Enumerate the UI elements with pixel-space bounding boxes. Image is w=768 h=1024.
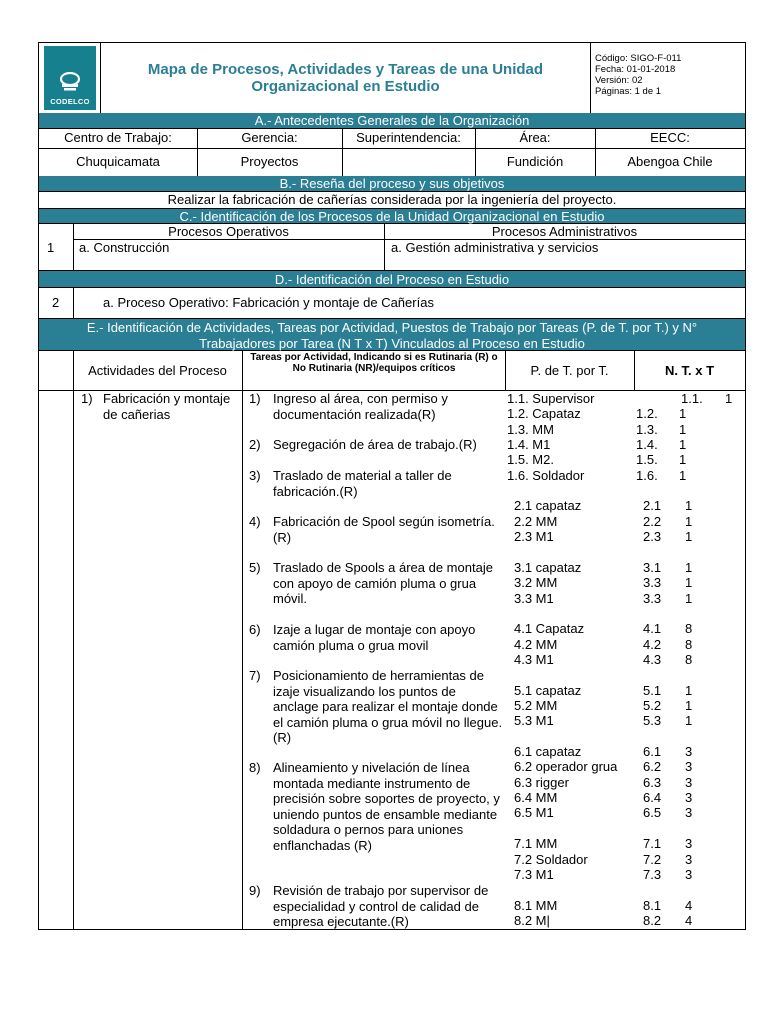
ntxt-count: 1	[685, 575, 693, 591]
ntxt-count: 1	[685, 559, 693, 575]
puesto-trabajo: 6.4 MM	[514, 790, 558, 806]
ntxt-code: 4.1	[643, 621, 662, 637]
ntxt-count: 1	[679, 452, 687, 468]
ntxt-count: 1	[679, 437, 687, 453]
meta-version: Versión: 02	[595, 75, 643, 86]
task-number: 6)	[249, 622, 261, 637]
ntxt-code: 5.3	[643, 713, 662, 729]
value-centro-trabajo: Chuquicamata	[76, 154, 160, 169]
ntxt-count: 1	[679, 421, 687, 437]
task-description: Posicionamiento de herramientas de izaje visualizando los puntos de anclage para realizar el montaje donde el camión pluma o grua móvil no llegue.(R)	[273, 668, 503, 745]
task-number: 2)	[249, 437, 261, 452]
ntxt-count: 1	[685, 682, 693, 698]
ntxt-code: 1.6.	[636, 467, 658, 483]
puesto-trabajo: 4.2 MM	[514, 636, 558, 652]
label-gerencia: Gerencia:	[241, 130, 298, 145]
ntxt-count: 1	[679, 406, 687, 422]
puesto-trabajo: 5.1 capataz	[514, 682, 582, 698]
ntxt-code: 2.3	[643, 529, 662, 545]
ntxt-count: 8	[685, 621, 693, 637]
logo-text: CODELCO	[50, 97, 90, 106]
process-administrativo: a. Gestión administrativa y servicios	[391, 240, 599, 255]
section-e-title-line-2: Trabajadores por Tarea (N T x T) Vinculados al Proceso en Estudio	[199, 336, 585, 351]
section-a-title: A.- Antecedentes Generales de la Organización	[39, 113, 745, 129]
ntxt-count: 8	[685, 651, 693, 667]
task-description: Fabricación de Spool según isometría.(R)	[273, 514, 495, 545]
ntxt-code: 2.2	[643, 513, 662, 529]
puesto-trabajo: 6.5 M1	[514, 805, 554, 821]
section-c-title: C.- Identificación de los Procesos de la Unidad Organizacional en Estudio	[39, 208, 745, 224]
label-area: Área:	[519, 130, 551, 145]
col-actividades: Actividades del Proceso	[88, 363, 227, 378]
ntxt-code: 6.1	[643, 744, 662, 760]
activity-name: Fabricación y montaje de cañerias	[103, 391, 231, 422]
ntxt-count: 3	[685, 744, 693, 760]
puesto-trabajo: 5.3 M1	[514, 713, 554, 729]
puesto-trabajo: 1.2. Capataz	[507, 406, 581, 422]
ntxt-code: 7.3	[643, 866, 662, 882]
ntxt-count: 3	[685, 759, 693, 775]
ntxt-code: 8.2	[643, 912, 662, 928]
ntxt-code: 7.1	[643, 836, 662, 852]
puesto-trabajo: 1.1. Supervisor	[507, 391, 595, 406]
process-study-number: 2	[52, 295, 60, 310]
col-procesos-administrativos: Procesos Administrativos	[491, 224, 638, 239]
ntxt-count: 3	[685, 836, 693, 852]
process-row-number: 1	[47, 240, 55, 255]
ntxt-count: 1	[685, 529, 693, 545]
value-eecc: Abengoa Chile	[627, 154, 713, 169]
ntxt-count: 3	[685, 805, 693, 821]
process-summary: Realizar la fabricación de cañerías considerada por la ingeniería del proyecto.	[167, 192, 617, 207]
codelco-logo	[44, 46, 96, 110]
meta-paginas: Páginas: 1 de 1	[595, 86, 662, 97]
ntxt-code: 5.1	[643, 682, 662, 698]
task-description: Segregación de área de trabajo.(R)	[273, 437, 477, 452]
ntxt-code: 5.2	[643, 698, 662, 713]
ntxt-count: 3	[685, 851, 693, 867]
ntxt-code: 4.2	[643, 636, 662, 652]
puesto-trabajo: 8.1 MM	[514, 897, 558, 913]
ntxt-code: 1.3.	[636, 421, 658, 437]
logo-cell	[39, 43, 101, 113]
ntxt-count: 1	[685, 698, 693, 713]
puesto-trabajo: 1.3. MM	[507, 421, 554, 437]
task-description: Revisión de trabajo por supervisor de especialidad y control de calidad de empresa ejecutante.(R)	[273, 883, 489, 929]
ntxt-count: 3	[685, 774, 693, 790]
task-description: Alineamiento y nivelación de línea montada mediante instrumento de precisión sobre soportes de proyecto, y uniendo puntos de ensamble mediante soldadura o pernos para uniones enflanchadas (R)	[273, 760, 500, 853]
ntxt-code: 7.2	[643, 851, 662, 867]
section-b-title: B.- Reseña del proceso y sus objetivos	[39, 176, 745, 192]
col-procesos-operativos: Procesos Operativos	[168, 224, 289, 239]
task-number: 5)	[249, 560, 261, 575]
ntxt-count: 3	[685, 866, 693, 882]
ntxt-code: 1.2.	[636, 406, 658, 422]
title-line-1: Mapa de Procesos, Actividades y Tareas de una Unidad	[147, 61, 544, 78]
task-description: Ingreso al área, con permiso y documentación realizada(R)	[273, 391, 448, 422]
ntxt-code: 1.1.	[681, 391, 703, 406]
puesto-trabajo: 3.1 capataz	[514, 559, 582, 575]
puesto-trabajo: 7.2 Soldador	[514, 851, 588, 867]
ntxt-code: 6.4	[643, 790, 662, 806]
codelco-emblem-icon	[58, 72, 82, 92]
ntxt-code: 1.4.	[636, 437, 658, 453]
puesto-trabajo: 1.4. M1	[507, 437, 551, 453]
task-description: Izaje a lugar de montaje con apoyo camión pluma o grua movil	[273, 622, 476, 653]
process-in-study: a. Proceso Operativo: Fabricación y montaje de Cañerías	[103, 295, 434, 310]
task-number: 8)	[249, 760, 261, 775]
col-tareas: Tareas por Actividad, Indicando si es Rutinaria (R) o No Rutinaria (NR)/equipos críticos	[250, 352, 498, 374]
task-description: Traslado de material a taller de fabricación.(R)	[273, 468, 452, 499]
ntxt-code: 3.3	[643, 575, 662, 591]
ntxt-code: 2.1	[643, 498, 662, 514]
meta-codigo: Código: SIGO-F-011	[595, 53, 682, 64]
puesto-trabajo: 7.3 M1	[514, 866, 554, 882]
puesto-trabajo: 8.2 M|	[514, 912, 550, 928]
ntxt-count: 4	[685, 912, 693, 928]
title-line-2: Organizacional en Estudio	[251, 78, 440, 95]
ntxt-code: 8.1	[643, 897, 662, 913]
puesto-trabajo: 1.6. Soldador	[507, 467, 585, 483]
puesto-trabajo: 3.3 M1	[514, 590, 554, 606]
document-meta	[595, 53, 681, 97]
task-number: 9)	[249, 883, 261, 898]
task-number: 4)	[249, 514, 261, 529]
ntxt-count: 1	[679, 467, 687, 483]
puesto-trabajo: 2.2 MM	[514, 513, 558, 529]
value-area: Fundición	[506, 154, 564, 169]
puesto-trabajo: 6.3 rigger	[514, 774, 569, 790]
ntxt-code: 3.3	[643, 590, 662, 606]
ntxt-code: 1.5.	[636, 452, 658, 468]
ntxt-count: 1	[685, 498, 693, 514]
label-superintendencia: Superintendencia:	[356, 130, 461, 145]
label-eecc: EECC:	[650, 130, 690, 145]
col-puestos-trabajo: P. de T. por T.	[530, 363, 609, 378]
ntxt-code: 6.2	[643, 759, 662, 775]
task-number: 7)	[249, 668, 261, 683]
section-e-title-line-1: E.- Identificación de Actividades, Tareas por Actividad, Puestos de Trabajo por Tareas (P. de T. por T.) y N°	[86, 320, 698, 335]
process-operativo: a. Construcción	[79, 240, 170, 255]
puesto-trabajo: 6.2 operador grua	[514, 759, 618, 775]
puesto-trabajo: 6.1 capataz	[514, 744, 582, 760]
ntxt-count: 1	[685, 713, 693, 729]
ntxt-count: 4	[685, 897, 693, 913]
ntxt-code: 4.3	[643, 651, 662, 667]
ntxt-code: 6.3	[643, 774, 662, 790]
value-gerencia: Proyectos	[240, 154, 299, 169]
ntxt-count: 3	[685, 790, 693, 806]
form-header	[39, 43, 745, 114]
puesto-trabajo: 1.5. M2.	[507, 452, 554, 468]
ntxt-code: 6.5	[643, 805, 662, 821]
puesto-trabajo: 4.3 M1	[514, 651, 554, 667]
puesto-trabajo: 5.2 MM	[514, 698, 558, 713]
activity-number: 1)	[81, 391, 93, 406]
col-ntxt: N. T. x T	[664, 363, 715, 378]
ntxt-count: 1	[685, 513, 693, 529]
task-description: Traslado de Spools a área de montaje con apoyo de camión pluma o grua móvil.	[273, 560, 493, 606]
puesto-trabajo: 3.2 MM	[514, 575, 558, 591]
section-e-title	[39, 318, 745, 351]
ntxt-count: 1	[685, 590, 693, 606]
section-d-title: D.- Identificación del Proceso en Estudio	[39, 270, 745, 288]
task-number: 3)	[249, 468, 261, 483]
puesto-trabajo: 7.1 MM	[514, 836, 558, 852]
ntxt-count: 8	[685, 636, 693, 652]
page-title	[101, 43, 591, 113]
puesto-trabajo: 2.3 M1	[514, 529, 554, 545]
meta-fecha: Fecha: 01-01-2018	[595, 64, 676, 75]
puesto-trabajo: 4.1 Capataz	[514, 621, 585, 637]
task-number: 1)	[249, 391, 261, 406]
label-centro-trabajo: Centro de Trabajo:	[64, 130, 172, 145]
ntxt-count: 1	[725, 391, 733, 406]
ntxt-code: 3.1	[643, 559, 662, 575]
form-document	[38, 42, 746, 930]
puesto-trabajo: 2.1 capataz	[514, 498, 582, 514]
